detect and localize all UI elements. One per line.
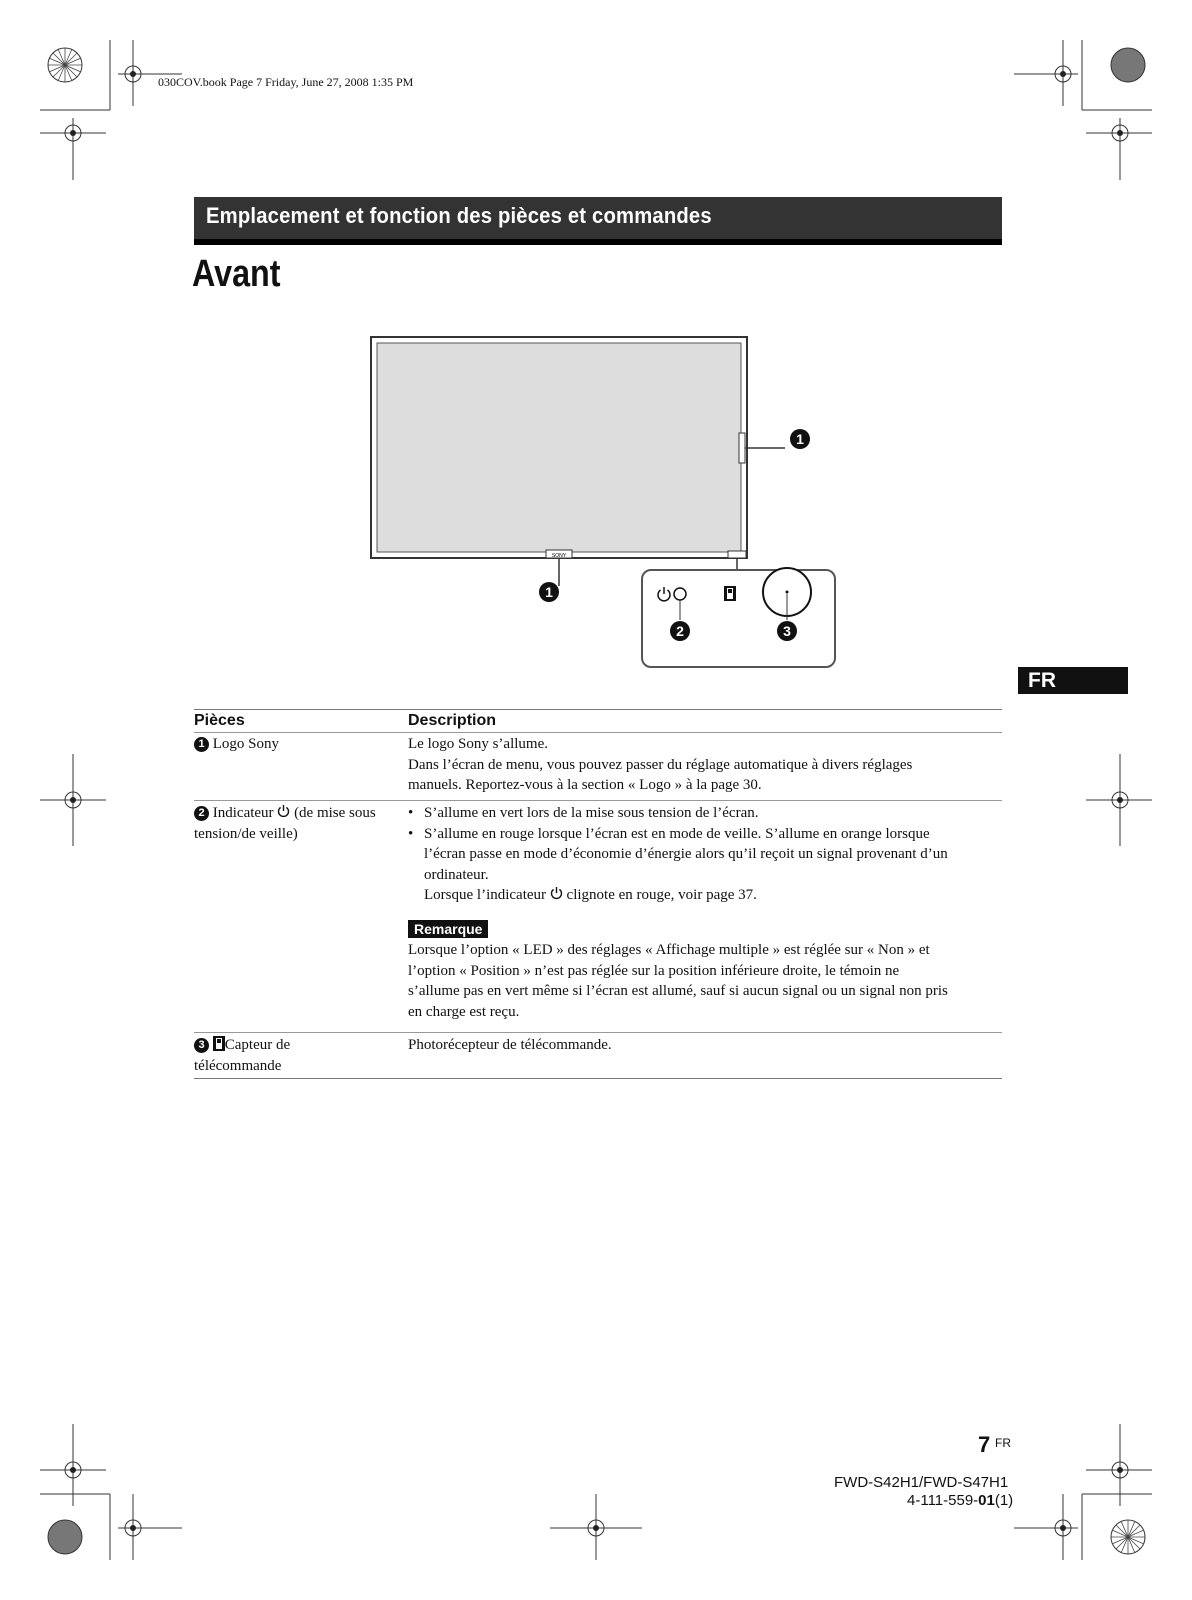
display-screen — [377, 343, 741, 552]
document-code: 4-111-559-01(1) — [907, 1492, 1014, 1509]
starburst-mark-tl — [48, 48, 82, 82]
table-row-1-part: 1 Logo Sony — [194, 734, 279, 755]
table-top-rule — [194, 709, 1002, 710]
list-item: • S’allume en rouge lorsque l’écran est en mode de veille. S’allume en orange lorsque l’écran passe en mode d’économie d’énergie alors qu’il reçoit un signal provenant d’un ordinateur. Lorsque l’indicateur clignote en rouge, voir page 37. — [408, 825, 948, 903]
table-row-1-description: Le logo Sony s’allume. Dans l’écran de menu, vous pouvez passer du réglage automatique à divers réglages manuels. Reportez-vous à la section « Logo » à la page 30. — [408, 736, 913, 793]
power-icon — [550, 886, 563, 900]
model-number: FWD-S42H1/FWD-S47H1 — [834, 1474, 1009, 1491]
svg-text:1: 1 — [545, 584, 553, 600]
standby-indicator — [674, 588, 686, 600]
col-header-parts: Pièces — [194, 712, 245, 729]
table-row-3-description: Photorécepteur de télécommande. — [408, 1037, 612, 1053]
remote-sensor-icon — [213, 1036, 225, 1051]
print-header: 030COV.book Page 7 Friday, June 27, 2008 1:35 PM — [158, 75, 414, 89]
table-row-3-part: 3 Capteur de télécommande — [194, 1037, 291, 1074]
svg-text:SONY: SONY — [551, 553, 567, 559]
page-number: 7 — [978, 1432, 991, 1457]
row-number-badge: 3 — [194, 1038, 209, 1053]
front-panel-diagram — [360, 330, 860, 675]
row-rule — [194, 1032, 1002, 1033]
remote-sensor-icon — [724, 586, 736, 601]
header-rule — [194, 732, 1002, 733]
gray-disk-tr — [1111, 48, 1145, 82]
page-number-suffix: FR — [995, 1436, 1011, 1450]
sensor-block — [728, 551, 746, 558]
power-icon — [277, 804, 290, 818]
svg-text:2: 2 — [676, 623, 684, 639]
row-number-badge: 1 — [194, 737, 209, 752]
list-item: • S’allume en vert lors de la mise sous tension de l’écran. — [408, 805, 759, 821]
table-row-2-description — [408, 803, 1002, 1022]
svg-text:3: 3 — [783, 623, 791, 639]
crosshair-icon — [118, 40, 182, 106]
starburst-mark-br — [1111, 1520, 1145, 1554]
language-tab: FR — [1018, 667, 1128, 694]
row-rule — [194, 800, 1002, 801]
row-number-badge: 2 — [194, 806, 209, 821]
note-text: Lorsque l’option « LED » des réglages « Affichage multiple » est réglée sur « Non » et l’option « Position » n’est pas réglée sur la position inférieure droite, le témoin ne s’allume pas en vert même si l’écran est allumé, sauf si aucun signal ou un signal non pris en charge est reçu. — [408, 942, 948, 1020]
gray-disk-bl — [48, 1520, 82, 1554]
note-label: Remarque — [408, 920, 488, 938]
section-title-underline — [194, 239, 1002, 245]
svg-text:1: 1 — [796, 431, 804, 447]
table-row-2-part: 2 Indicateur (de mise sous tension/de veille) — [194, 805, 376, 842]
col-header-description: Description — [408, 712, 497, 729]
side-logo-sony — [739, 433, 745, 463]
table-bottom-rule — [194, 1078, 1002, 1079]
section-title: Emplacement et fonction des pièces et commandes — [206, 203, 712, 228]
page-heading: Avant — [192, 253, 281, 295]
